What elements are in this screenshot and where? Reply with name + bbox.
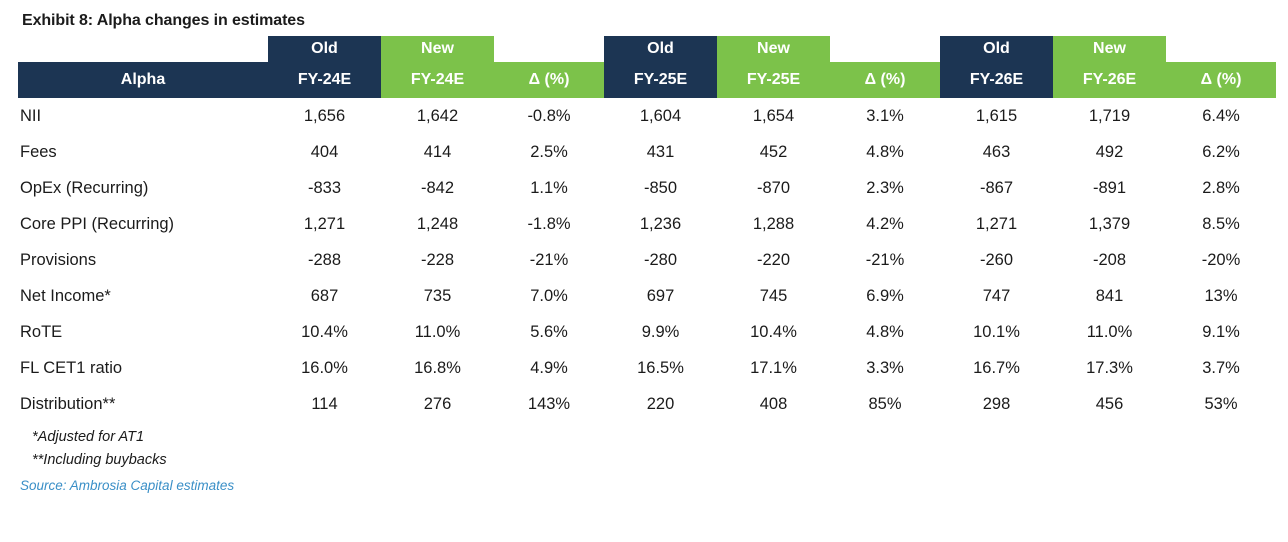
cell: 2.3% <box>866 178 904 197</box>
column-header-alpha: Alpha <box>18 62 268 98</box>
column-header-1: FY-24E <box>381 62 494 98</box>
cell: 492 <box>1095 142 1124 161</box>
column-header-3: FY-25E <box>604 62 717 98</box>
cell: 2.5% <box>530 142 568 161</box>
column-header-6: FY-26E <box>940 62 1053 98</box>
row-label: Fees <box>20 142 57 161</box>
cell: 4.8% <box>866 322 904 341</box>
table-row <box>18 350 1276 386</box>
cell: 3.3% <box>866 358 904 377</box>
table-row <box>18 242 1276 278</box>
table-row <box>18 170 1276 206</box>
cell: -288 <box>307 250 342 269</box>
cell: -833 <box>307 178 342 197</box>
cell: 10.1% <box>973 322 1020 341</box>
cell: 6.2% <box>1202 142 1240 161</box>
cell: 3.7% <box>1202 358 1240 377</box>
cell: 1,642 <box>416 106 459 125</box>
cell: 408 <box>759 394 788 413</box>
cell: -280 <box>643 250 678 269</box>
cell: 9.9% <box>641 322 680 341</box>
table-row <box>18 386 1276 422</box>
cell: 452 <box>759 142 788 161</box>
cell: 1,615 <box>975 106 1018 125</box>
cell: 414 <box>423 142 452 161</box>
cell: 9.1% <box>1202 322 1240 341</box>
row-label: Net Income* <box>20 286 111 305</box>
footnote-buybacks: **Including buybacks <box>32 452 167 468</box>
row-label: RoTE <box>20 322 63 341</box>
group-header-old-fy24: Old <box>268 36 381 62</box>
cell: -21% <box>529 250 569 269</box>
cell: 1,656 <box>303 106 346 125</box>
exhibit-title: Exhibit 8: Alpha changes in estimates <box>22 12 305 29</box>
cell: 8.5% <box>1202 214 1240 233</box>
column-header-4: FY-25E <box>717 62 830 98</box>
cell: 10.4% <box>750 322 797 341</box>
column-header-8: Δ (%) <box>1166 62 1276 98</box>
cell: 6.9% <box>866 286 904 305</box>
table-column-header-row <box>18 62 1276 98</box>
cell: -220 <box>756 250 791 269</box>
cell: 11.0% <box>1086 322 1133 341</box>
cell: -21% <box>865 250 905 269</box>
cell: 2.8% <box>1202 178 1240 197</box>
cell: 17.3% <box>1086 358 1133 377</box>
cell: 85% <box>868 394 902 413</box>
group-header-old-fy26: Old <box>940 36 1053 62</box>
cell: -842 <box>420 178 455 197</box>
cell: 3.1% <box>866 106 904 125</box>
cell: 16.0% <box>301 358 348 377</box>
cell: 735 <box>423 286 452 305</box>
source-note: Source: Ambrosia Capital estimates <box>20 478 235 493</box>
cell: -850 <box>643 178 678 197</box>
cell: -1.8% <box>527 214 571 233</box>
table-row <box>18 314 1276 350</box>
table-row <box>18 98 1276 134</box>
cell: 6.4% <box>1202 106 1240 125</box>
cell: 697 <box>646 286 675 305</box>
cell: 10.4% <box>301 322 348 341</box>
cell: 1,248 <box>416 214 459 233</box>
cell: -20% <box>1201 250 1241 269</box>
column-header-7: FY-26E <box>1053 62 1166 98</box>
cell: 404 <box>310 142 339 161</box>
cell: 114 <box>311 394 338 413</box>
column-header-0: FY-24E <box>268 62 381 98</box>
footnote-at1: *Adjusted for AT1 <box>32 429 145 445</box>
cell: -0.8% <box>527 106 571 125</box>
cell: 4.2% <box>866 214 904 233</box>
row-label: Core PPI (Recurring) <box>20 214 175 233</box>
cell: 431 <box>646 142 675 161</box>
cell: 143% <box>527 394 571 413</box>
cell: 747 <box>982 286 1011 305</box>
cell: 4.9% <box>530 358 568 377</box>
cell: 276 <box>423 394 452 413</box>
table-row <box>18 278 1276 314</box>
row-label: NII <box>20 106 42 125</box>
cell: 1,288 <box>752 214 795 233</box>
cell: -870 <box>756 178 791 197</box>
cell: 687 <box>310 286 339 305</box>
cell: 1,379 <box>1088 214 1131 233</box>
cell: 298 <box>982 394 1011 413</box>
cell: 456 <box>1095 394 1124 413</box>
column-header-2: Δ (%) <box>494 62 604 98</box>
group-header-gap-3 <box>1166 36 1276 62</box>
row-label: FL CET1 ratio <box>20 358 123 377</box>
cell: -228 <box>420 250 455 269</box>
cell: -208 <box>1092 250 1127 269</box>
cell: 1,719 <box>1088 106 1131 125</box>
cell: 745 <box>759 286 788 305</box>
cell: 53% <box>1204 394 1238 413</box>
cell: 220 <box>646 394 675 413</box>
group-header-gap-1 <box>494 36 604 62</box>
cell: 7.0% <box>530 286 568 305</box>
cell: 1.1% <box>530 178 568 197</box>
row-label: OpEx (Recurring) <box>20 178 149 197</box>
row-label: Provisions <box>20 250 97 269</box>
group-header-gap-2 <box>830 36 940 62</box>
cell: 16.8% <box>414 358 461 377</box>
cell: 13% <box>1204 286 1238 305</box>
group-header-new-fy24: New <box>381 36 494 62</box>
row-label: Distribution** <box>20 394 116 413</box>
table-row <box>18 206 1276 242</box>
cell: 16.5% <box>637 358 684 377</box>
table-group-header-row <box>18 36 1276 62</box>
cell: 5.6% <box>530 322 568 341</box>
cell: 463 <box>982 142 1011 161</box>
group-header-spacer <box>18 36 268 62</box>
group-header-old-fy25: Old <box>604 36 717 62</box>
cell: 4.8% <box>866 142 904 161</box>
cell: 17.1% <box>750 358 797 377</box>
cell: 841 <box>1095 286 1124 305</box>
cell: 1,271 <box>975 214 1018 233</box>
estimates-table <box>18 36 1276 422</box>
cell: 1,604 <box>639 106 682 125</box>
cell: -867 <box>979 178 1014 197</box>
column-header-5: Δ (%) <box>830 62 940 98</box>
cell: 1,271 <box>303 214 346 233</box>
cell: 1,236 <box>639 214 682 233</box>
cell: -891 <box>1092 178 1127 197</box>
cell: -260 <box>979 250 1014 269</box>
group-header-new-fy26: New <box>1053 36 1166 62</box>
table-row <box>18 134 1276 170</box>
group-header-new-fy25: New <box>717 36 830 62</box>
cell: 16.7% <box>973 358 1020 377</box>
cell: 1,654 <box>752 106 795 125</box>
cell: 11.0% <box>414 322 461 341</box>
